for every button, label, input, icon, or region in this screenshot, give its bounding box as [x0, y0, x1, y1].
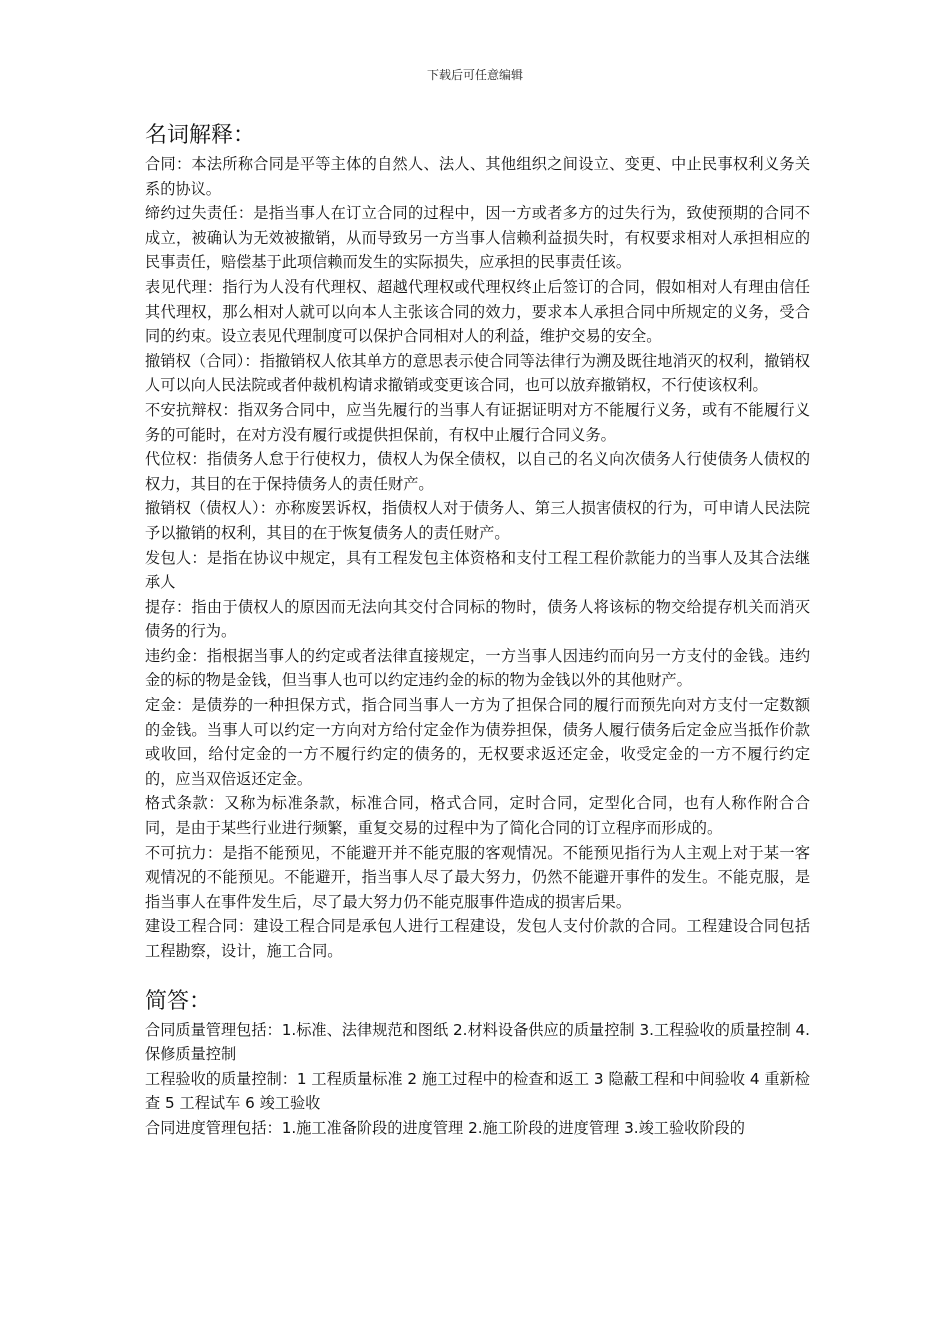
section-title-short-answers: 简答：: [145, 988, 212, 1014]
page-header-note: 下载后可任意编辑: [426, 68, 523, 82]
definition-entry: 合同：本法所称合同是平等主体的自然人、法人、其他组织之间设立、变更、中止民事权利义务关系的协议。: [145, 155, 810, 198]
definition-entry: 撤销权（合同）：指撤销权人依其单方的意思表示使合同等法律行为溯及既往地消灭的权利，撤销权人可以向人民法院或者仲裁机构请求撤销或变更该合同，也可以放弃撤销权，不行使该权利。: [145, 351, 810, 395]
definition-entry: 不安抗辩权：指双务合同中，应当先履行的当事人有证据证明对方不能履行义务，或有不能履行义务的可能时，在对方没有履行或提供担保前，有权中止履行合同义务。: [145, 400, 810, 444]
section-spacer: [145, 964, 810, 986]
definition-entry: 提存：指由于债权人的原因而无法向其交付合同标的物时，债务人将该标的物交给提存机关而消灭债务的行为。: [145, 597, 810, 641]
definition-entry: 缔约过失责任：是指当事人在订立合同的过程中，因一方或者多方的过失行为，致使预期的合同不成立，被确认为无效被撤销，从而导致另一方当事人信赖利益损失时，有权要求相对人承担相应的民事责任，赔偿基于此项信赖而发生的实际损失，应承担的民事责任该。: [145, 204, 810, 272]
answer-entry: 合同质量管理包括：1.标准、法律规范和图纸 2.材料设备供应的质量控制 3.工程验收的质量控制 4.保修质量控制: [145, 1020, 810, 1064]
answer-entry: 合同进度管理包括：1.施工准备阶段的进度管理 2.施工阶段的进度管理 3.竣工验收阶段的: [145, 1118, 745, 1137]
definition-entry: 建设工程合同：建设工程合同是承包人进行工程建设，发包人支付价款的合同。工程建设合同包括工程勘察，设计，施工合同。: [145, 917, 810, 960]
definition-entry: 发包人：是指在协议中规定，具有工程发包主体资格和支付工程工程价款能力的当事人及其合法继承人: [145, 548, 810, 592]
definition-entry: 代位权：指债务人怠于行使权力，债权人为保全债权，以自己的名义向次债务人行使债务人债权的权力，其目的在于保持债务人的责任财产。: [145, 450, 810, 493]
definition-entry: 格式条款：又称为标准条款，标准合同，格式合同，定时合同，定型化合同，也有人称作附合合同，是由于某些行业进行频繁，重复交易的过程中为了简化合同的订立程序而形成的。: [145, 794, 810, 838]
document-body: [145, 120, 810, 1141]
definition-entry: 撤销权（债权人）：亦称废罢诉权，指债权人对于债务人、第三人损害债权的行为，可申请人民法院予以撤销的权利，其目的在于恢复债务人的责任财产。: [145, 499, 810, 542]
definition-entry: 定金：是债券的一种担保方式，指合同当事人一方为了担保合同的履行而预先向对方支付一定数额的金钱。当事人可以约定一方向对方给付定金作为债券担保，债务人履行债务后定金应当抵作价款或收回，给付定金的一方不履行约定的债务的，无权要求返还定金，收受定金的一方不履行约定的，应当双倍返还定金。: [145, 696, 810, 788]
definition-entry: 不可抗力：是指不能预见，不能避开并不能克服的客观情况。不能预见指行为人主观上对于某一客观情况的不能预见。不能避开，指当事人尽了最大努力，仍然不能避开事件的发生。不能克服，是指当事人在事件发生后，尽了最大努力仍不能克服事件造成的损害后果。: [145, 843, 810, 911]
section-title-definitions: 名词解释：: [145, 123, 256, 148]
definition-entry: 表见代理：指行为人没有代理权、超越代理权或代理权终止后签订的合同，假如相对人有理由信任其代理权，那么相对人就可以向本人主张该合同的效力，要求本人承担合同中所规定的义务，受合同的约束。设立表见代理制度可以保护合同相对人的利益，维护交易的安全。: [145, 277, 810, 346]
answer-entry: 工程验收的质量控制：1 工程质量标准 2 施工过程中的检查和返工 3 隐蔽工程和中间验收 4 重新检查 5 工程试车 6 竣工验收: [145, 1069, 810, 1113]
definition-entry: 违约金：指根据当事人的约定或者法律直接规定，一方当事人因违约而向另一方支付的金钱。违约金的标的物是金钱，但当事人也可以约定违约金的标的物为金钱以外的其他财产。: [145, 646, 810, 690]
